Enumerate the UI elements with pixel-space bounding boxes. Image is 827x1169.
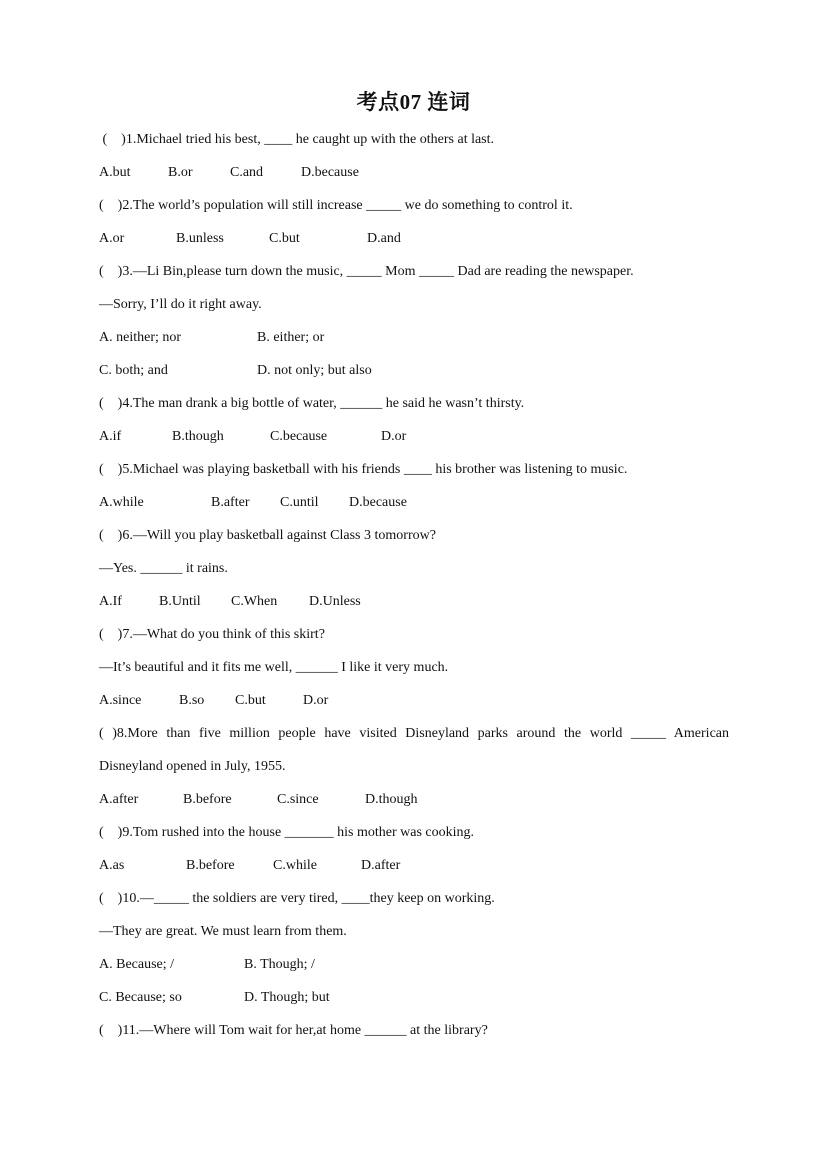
- question-7-stem: ( )7.—What do you think of this skirt?: [99, 627, 325, 642]
- question-4-option-a: A.if: [99, 429, 122, 444]
- question-9-option-a: A.as: [99, 858, 125, 873]
- question-6-stem: ( )6.—Will you play basketball against Class 3 tomorrow?: [99, 528, 436, 543]
- question-2-stem: ( )2.The world’s population will still increase _____ we do something to control it.: [99, 198, 573, 213]
- question-8-stem: ( )8.More than five million people have visited Disneyland parks around the world _____ American: [99, 726, 729, 741]
- question-8-option-b: B.before: [183, 792, 232, 807]
- question-2-option-b: B.unless: [176, 231, 224, 246]
- question-7-option-d: D.or: [303, 693, 329, 708]
- question-5-option-d: D.because: [349, 495, 407, 510]
- question-6-reply: —Yes. ______ it rains.: [99, 561, 228, 576]
- question-11-stem: ( )11.—Where will Tom wait for her,at home ______ at the library?: [99, 1023, 488, 1038]
- question-9-stem: ( )9.Tom rushed into the house _______ his mother was cooking.: [99, 825, 475, 840]
- question-3-option-a: A. neither; nor: [99, 330, 182, 345]
- question-1-option-a: A.but: [99, 165, 131, 180]
- question-2-option-c: C.but: [269, 231, 300, 246]
- question-2-option-a: A.or: [99, 231, 125, 246]
- question-4-option-c: C.because: [270, 429, 328, 444]
- page-title: 考点07 连词: [356, 90, 471, 114]
- question-7-reply: —It’s beautiful and it fits me well, ______ I like it very much.: [99, 660, 449, 675]
- question-6-option-d: D.Unless: [309, 594, 361, 609]
- question-6-option-b: B.Until: [159, 594, 201, 609]
- question-4-stem: ( )4.The man drank a big bottle of water, ______ he said he wasn’t thirsty.: [99, 396, 525, 411]
- question-10-stem: ( )10.—_____ the soldiers are very tired, ____they keep on working.: [99, 891, 495, 906]
- question-1-option-b: B.or: [168, 165, 193, 180]
- question-8-option-a: A.after: [99, 792, 139, 807]
- question-3-option-d: D. not only; but also: [257, 363, 372, 378]
- question-9-option-c: C.while: [273, 858, 317, 873]
- question-5-stem: ( )5.Michael was playing basketball with his friends ____ his brother was listening to music.: [99, 462, 628, 477]
- question-10-option-a: A. Because; /: [99, 957, 175, 972]
- question-10-option-b: B. Though; /: [244, 957, 315, 972]
- question-4-option-d: D.or: [381, 429, 407, 444]
- question-2-option-d: D.and: [367, 231, 401, 246]
- question-1-option-c: C.and: [230, 165, 264, 180]
- question-8-option-c: C.since: [277, 792, 319, 807]
- question-5-option-a: A.while: [99, 495, 144, 510]
- question-3-option-b: B. either; or: [257, 330, 325, 345]
- question-1-option-d: D.because: [301, 165, 359, 180]
- question-8-option-d: D.though: [365, 792, 418, 807]
- question-7-option-b: B.so: [179, 693, 205, 708]
- question-8-stem-continued: Disneyland opened in July, 1955.: [99, 759, 286, 774]
- question-10-option-d: D. Though; but: [244, 990, 330, 1005]
- question-7-option-a: A.since: [99, 693, 142, 708]
- question-5-option-c: C.until: [280, 495, 319, 510]
- question-10-option-c: C. Because; so: [99, 990, 182, 1005]
- question-5-option-b: B.after: [211, 495, 250, 510]
- question-3-stem: ( )3.—Li Bin,please turn down the music, _____ Mom _____ Dad are reading the newspaper.: [99, 264, 634, 279]
- question-6-option-a: A.If: [99, 594, 122, 609]
- question-10-reply: —They are great. We must learn from them.: [99, 924, 347, 939]
- question-4-option-b: B.though: [172, 429, 224, 444]
- question-1-stem: ( )1.Michael tried his best, ____ he caught up with the others at last.: [99, 132, 495, 147]
- question-3-reply: —Sorry, I’ll do it right away.: [99, 297, 262, 312]
- question-9-option-b: B.before: [186, 858, 235, 873]
- question-3-option-c: C. both; and: [99, 363, 168, 378]
- question-9-option-d: D.after: [361, 858, 401, 873]
- question-7-option-c: C.but: [235, 693, 266, 708]
- question-6-option-c: C.When: [231, 594, 278, 609]
